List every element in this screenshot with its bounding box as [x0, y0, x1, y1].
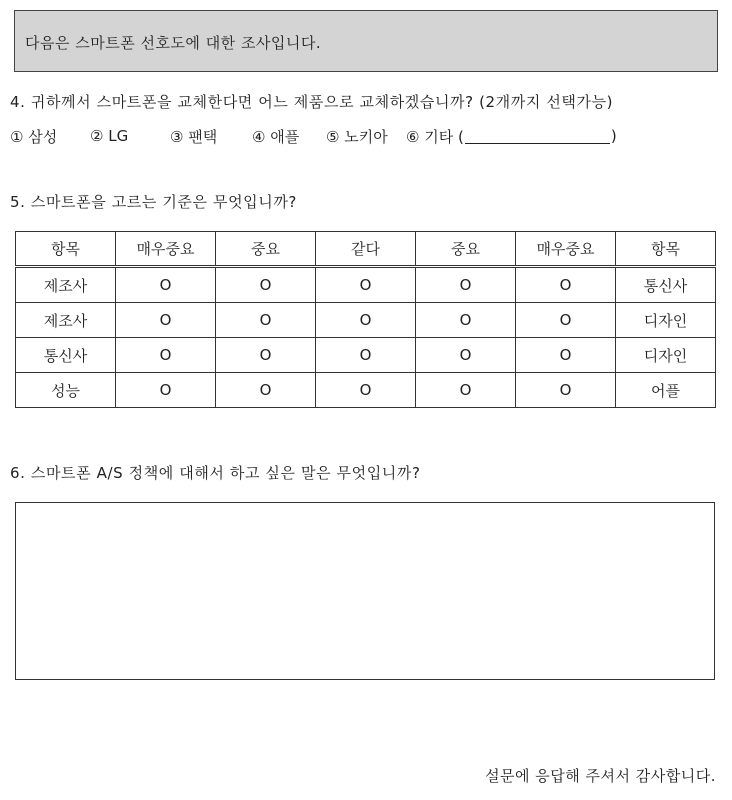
option-apple[interactable]: ④ 애플 — [252, 127, 300, 146]
row-right-label: 디자인 — [616, 338, 716, 373]
row-left-label: 제조사 — [16, 267, 116, 303]
radio-option[interactable]: O — [116, 267, 216, 303]
radio-option[interactable]: O — [516, 267, 616, 303]
radio-option[interactable]: O — [416, 373, 516, 408]
row-left-label: 제조사 — [16, 303, 116, 338]
criteria-table — [15, 231, 716, 408]
header-cell: 매우중요 — [116, 232, 216, 267]
radio-option[interactable]: O — [516, 303, 616, 338]
radio-option[interactable]: O — [416, 267, 516, 303]
question-5: 5. 스마트폰을 고르는 기준은 무엇입니까? — [10, 193, 297, 211]
question-6: 6. 스마트폰 A/S 정책에 대해서 하고 싶은 말은 무엇입니까? — [10, 464, 421, 482]
option-nokia[interactable]: ⑤ 노키아 — [326, 127, 388, 146]
question-4-options — [10, 125, 617, 147]
header-cell: 중요 — [216, 232, 316, 267]
table-header-row — [16, 232, 716, 267]
header-cell: 중요 — [416, 232, 516, 267]
header-cell: 같다 — [316, 232, 416, 267]
table-row — [16, 373, 716, 408]
radio-option[interactable]: O — [316, 338, 416, 373]
option-other-close: ) — [610, 127, 617, 145]
radio-option[interactable]: O — [116, 303, 216, 338]
thank-you-text: 설문에 응답해 주셔서 감사합니다. — [485, 767, 716, 785]
radio-option[interactable]: O — [416, 338, 516, 373]
radio-option[interactable]: O — [316, 373, 416, 408]
option-other[interactable]: ⑥ 기타 ( — [406, 127, 464, 146]
radio-option[interactable]: O — [116, 338, 216, 373]
as-opinion-textarea[interactable] — [15, 502, 715, 680]
row-right-label: 통신사 — [616, 267, 716, 303]
option-other-input[interactable] — [465, 129, 610, 144]
radio-option[interactable]: O — [116, 373, 216, 408]
radio-option[interactable]: O — [516, 373, 616, 408]
radio-option[interactable]: O — [216, 338, 316, 373]
option-lg[interactable]: ② LG — [90, 127, 129, 145]
option-pantech[interactable]: ③ 팬택 — [170, 127, 218, 146]
table-row — [16, 338, 716, 373]
row-right-label: 디자인 — [616, 303, 716, 338]
table-row — [16, 267, 716, 303]
header-cell: 항목 — [616, 232, 716, 267]
row-right-label: 어플 — [616, 373, 716, 408]
radio-option[interactable]: O — [316, 303, 416, 338]
radio-option[interactable]: O — [516, 338, 616, 373]
option-samsung[interactable]: ① 삼성 — [10, 127, 58, 146]
intro-text: 다음은 스마트폰 선호도에 대한 조사입니다. — [25, 34, 322, 52]
intro-box — [14, 10, 718, 72]
header-cell: 매우중요 — [516, 232, 616, 267]
radio-option[interactable]: O — [416, 303, 516, 338]
radio-option[interactable]: O — [316, 267, 416, 303]
radio-option[interactable]: O — [216, 373, 316, 408]
question-4: 4. 귀하께서 스마트폰을 교체한다면 어느 제품으로 교체하겠습니까? (2개까지 선택가능) — [10, 93, 614, 111]
header-cell: 항목 — [16, 232, 116, 267]
table-row — [16, 303, 716, 338]
row-left-label: 통신사 — [16, 338, 116, 373]
radio-option[interactable]: O — [216, 267, 316, 303]
row-left-label: 성능 — [16, 373, 116, 408]
radio-option[interactable]: O — [216, 303, 316, 338]
